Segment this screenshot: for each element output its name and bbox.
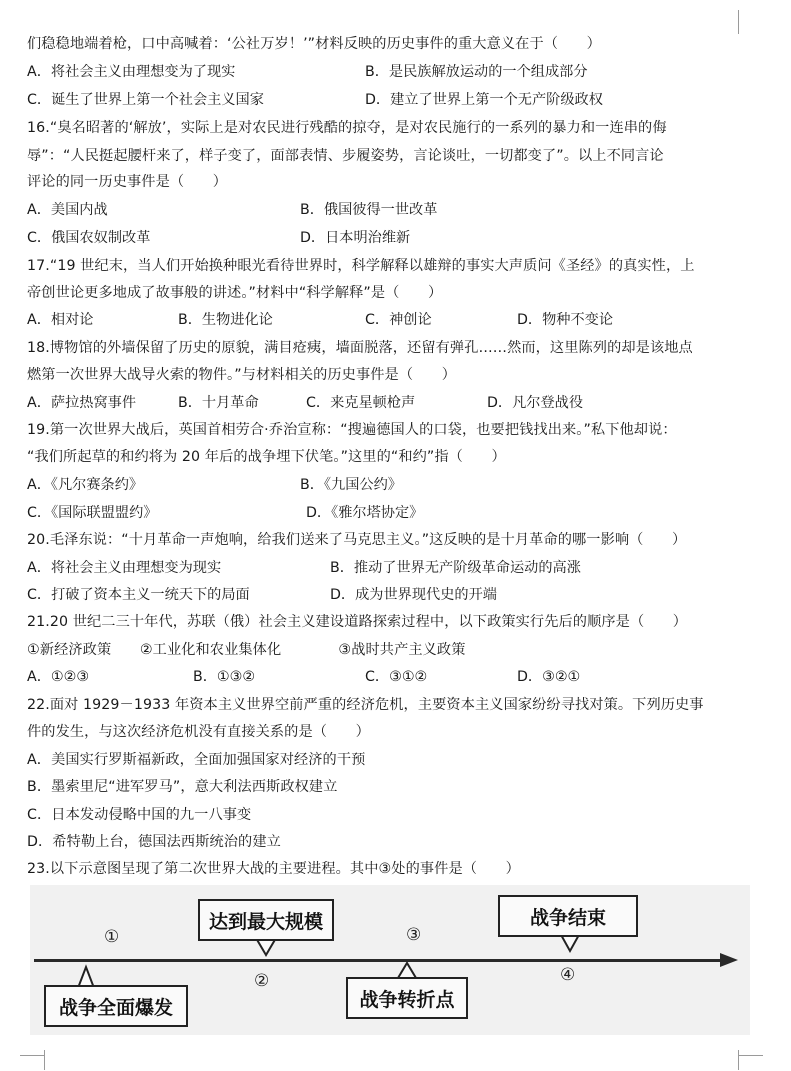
corner-mark-bottom-right-h xyxy=(739,1055,763,1056)
q21-option-a: A．①②③ xyxy=(27,669,90,685)
q15-option-c: C．诞生了世界上第一个社会主义国家 xyxy=(27,92,264,108)
q19-option-b: B．《九国公约》 xyxy=(300,477,402,493)
q19-option-a: A．《凡尔赛条约》 xyxy=(27,477,144,493)
q20-stem-line: 20.毛泽东说：“十月革命一声炮响，给我们送来了马克思主义。”这反映的是十月革命的哪一影响（ ） xyxy=(27,532,687,548)
q17-option-b: B．生物进化论 xyxy=(178,312,273,328)
q15-option-d: D．建立了世界上第一个无产阶级政权 xyxy=(365,92,603,108)
corner-mark-bottom-left-v xyxy=(44,1050,45,1070)
q22-stem-line-1: 22.面对 1929－1933 年资本主义世界空前严重的经济危机，主要资本主义国家纷纷寻找对策。下列历史事 xyxy=(27,697,704,713)
ww2-timeline-diagram xyxy=(30,885,750,1035)
q16-option-c: C．俄国农奴制改革 xyxy=(27,230,151,246)
q20-option-a: A．将社会主义由理想变为现实 xyxy=(27,560,222,576)
corner-mark-bottom-left-h xyxy=(20,1055,44,1056)
q16-stem-line-1: 16.“臭名昭著的‘解放’，实际上是对农民进行残酷的掠夺，是对农民施行的一系列的暴力和一连串的侮 xyxy=(27,120,667,136)
pointer-bottom-mid xyxy=(398,963,416,978)
box-war-full-outbreak: 战争全面爆发 xyxy=(44,985,188,1027)
q21-stem-line: 21.20 世纪二三十年代，苏联（俄）社会主义建设道路探索过程中，以下政策实行先后的顺序是（ ） xyxy=(27,614,688,630)
q18-option-a: A．萨拉热窝事件 xyxy=(27,395,137,411)
q19-stem-line-2: “我们所起草的和约将为 20 年后的战争埋下伏笔。”这里的“和约”指（ ） xyxy=(27,449,506,465)
q16-stem-line-3: 评论的同一历史事件是（ ） xyxy=(27,174,228,190)
q17-stem-line-2: 帝创世论更多地成了故事般的讲述。”材料中“科学解释”是（ ） xyxy=(27,285,443,301)
q22-option-c: C．日本发动侵略中国的九一八事变 xyxy=(27,807,252,823)
q21-option-c: C．③①② xyxy=(365,669,428,685)
q19-option-c: C．《国际联盟盟约》 xyxy=(27,505,158,521)
q18-option-c: C．来克星顿枪声 xyxy=(306,395,416,411)
box-war-end: 战争结束 xyxy=(498,895,638,937)
marker-1: ① xyxy=(104,927,120,947)
q16-option-a: A．美国内战 xyxy=(27,202,108,218)
q20-option-d: D．成为世界现代史的开端 xyxy=(330,587,497,603)
q23-stem-line: 23.以下示意图呈现了第二次世界大战的主要进程。其中③处的事件是（ ） xyxy=(27,861,520,877)
corner-mark-top-right-v xyxy=(738,10,739,34)
marker-2: ② xyxy=(254,971,270,991)
q16-option-b: B．俄国彼得一世改革 xyxy=(300,202,438,218)
q18-option-d: D．凡尔登战役 xyxy=(487,395,584,411)
marker-4: ④ xyxy=(560,965,576,985)
q20-option-b: B．推动了世界无产阶级革命运动的高涨 xyxy=(330,560,581,576)
marker-3: ③ xyxy=(406,925,422,945)
q19-stem-line-1: 19.第一次世界大战后，英国首相劳合·乔治宣称：“搜遍德国人的口袋，也要把钱找出来。”私下他却说： xyxy=(27,422,677,438)
q17-stem-line-1: 17.“19 世纪末，当人们开始换种眼光看待世界时，科学解释以雄辩的事实大声质问《圣经》的真实性，上 xyxy=(27,258,695,274)
q18-option-b: B．十月革命 xyxy=(178,395,259,411)
q17-option-c: C．神创论 xyxy=(365,312,432,328)
q15-option-a: A．将社会主义由理想变为了现实 xyxy=(27,64,236,80)
q17-option-d: D．物种不变论 xyxy=(517,312,614,328)
q21-option-b: B．①③② xyxy=(193,669,256,685)
box-reached-max-scale: 达到最大规模 xyxy=(198,899,334,941)
q22-stem-line-2: 件的发生，与这次经济危机没有直接关系的是（ ） xyxy=(27,724,370,740)
q20-option-c: C．打破了资本主义一统天下的局面 xyxy=(27,587,250,603)
q15-option-b: B．是民族解放运动的一个组成部分 xyxy=(365,64,588,80)
q21-items-line: ①新经济政策 ②工业化和农业集体化 ③战时共产主义政策 xyxy=(27,642,466,658)
q16-option-d: D．日本明治维新 xyxy=(300,230,411,246)
q15-stem-line: 们稳稳地端着枪，口中高喊着：‘公社万岁！’”材料反映的历史事件的重大意义在于（ ） xyxy=(27,36,601,52)
q22-option-b: B．墨索里尼“进军罗马”，意大利法西斯政权建立 xyxy=(27,779,338,795)
corner-mark-bottom-right-v xyxy=(738,1050,739,1070)
q22-option-a: A．美国实行罗斯福新政，全面加强国家对经济的干预 xyxy=(27,752,366,768)
q18-stem-line-1: 18.博物馆的外墙保留了历史的原貌，满目疮痍，墙面脱落，还留有弹孔……然而，这里陈列的却是该地点 xyxy=(27,340,693,356)
q17-option-a: A．相对论 xyxy=(27,312,94,328)
q22-option-d: D．希特勒上台，德国法西斯统治的建立 xyxy=(27,834,281,850)
q18-stem-line-2: 燃第一次世界大战导火索的物件。”与材料相关的历史事件是（ ） xyxy=(27,367,456,383)
box-turning-point: 战争转折点 xyxy=(346,977,468,1019)
q19-option-d: D．《雅尔塔协定》 xyxy=(306,505,424,521)
q16-stem-line-2: 辱”：“人民挺起腰杆来了，样子变了，面部表情、步履姿势，言论谈吐，一切都变了”。以上不同言论 xyxy=(27,148,664,164)
q21-option-d: D．③②① xyxy=(517,669,581,685)
